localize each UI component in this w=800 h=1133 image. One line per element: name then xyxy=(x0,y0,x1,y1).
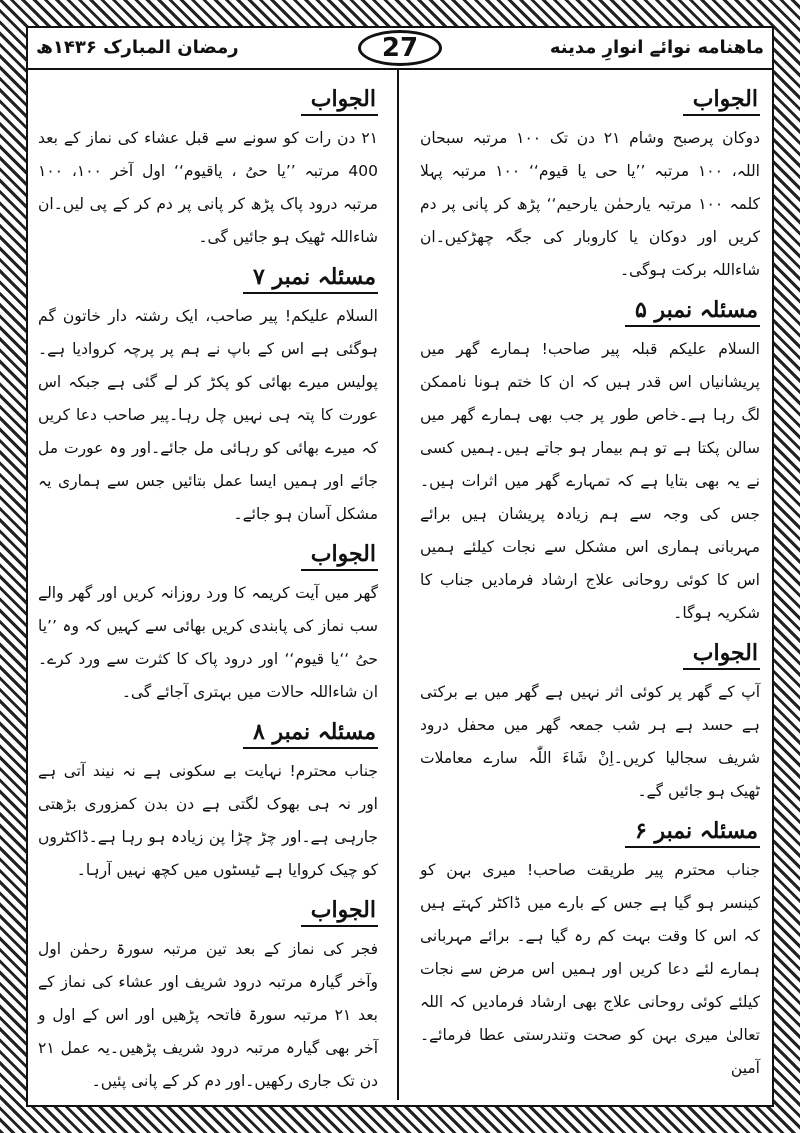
answer-text: فجر کی نماز کے بعد تین مرتبہ سورۃ رحمٰن اول وآخر گیارہ مرتبہ درود شریف اور عشاء کی نماز کے بعد ۲۱ مرتبہ سورۃ فاتحہ پڑھیں اور اس کے اول و آخر بھی گیارہ مرتبہ درود شریف پڑھیں۔یہ عمل ۲۱ دن تک جاری رکھیں۔اور دم کر کے پانی پئیں۔ xyxy=(38,940,378,1090)
page-header xyxy=(28,30,772,68)
answer-text: گھر میں آیت کریمہ کا ورد روزانہ کریں اور گھر والے سب نماز کی پابندی کریں بھائی سے کہیں کہ وہ ’’یا حیُ ‘‘یا قیوم‘‘ اور درود پاک کا کثرت سے ورد کرے۔ان شاءاللہ حالات میں بہتری آجائے گی۔ xyxy=(38,584,378,701)
question-heading: مسئلہ نمبر ۶ xyxy=(625,818,760,848)
answer-heading: الجواب xyxy=(301,86,378,116)
magazine-title: ماهنامه نوائے انوارِ مدینه xyxy=(549,37,764,58)
answer-text: آپ کے گھر پر کوئی اثر نہیں ہے گھر میں بے برکتی ہے حسد ہے ہر شب جمعہ گھر میں محفل درود شریف سجالیا کریں۔اِنْ شَاءَ اللّٰہ سارے معاملات ٹھیک ہو جائیں گے۔ xyxy=(420,683,760,800)
question-text: السلام علیکم! پیر صاحب، ایک رشتہ دار خاتون گم ہوگئی ہے اس کے باپ نے ہم پر پرچہ کروادیا ہے۔پولیس میرے بھائی کو پکڑ کر لے گئی ہے جبکہ اس عورت کا پتہ ہی نہیں چل رہا۔پیر صاحب دعا کریں کہ میرے بھائی کو رہائی مل جائے۔اور وہ عورت مل جائے اور ہمیں ایسا عمل بتائیں جس سے ہماری یہ مشکل آسان ہو جائے۔ xyxy=(38,307,378,523)
question-text: جناب محترم! نہایت بے سکونی ہے نہ نیند آتی ہے اور نہ ہی بھوک لگتی ہے دن بدن کمزوری بڑھتی جارہی ہے۔اور چڑ چڑا پن زیادہ ہو رہا ہے۔ڈاکٹروں کو چیک کروایا ہے ٹیسٹوں میں کچھ نہیں آرہا۔ xyxy=(38,762,378,879)
right-column xyxy=(420,80,760,1100)
question-heading: مسئلہ نمبر ۵ xyxy=(625,297,760,327)
column-divider xyxy=(397,70,399,1100)
answer-heading: الجواب xyxy=(301,541,378,571)
left-column xyxy=(38,80,378,1100)
answer-heading: الجواب xyxy=(301,897,378,927)
question-heading: مسئلہ نمبر ۸ xyxy=(243,719,378,749)
issue-date: رمضان المبارک ۱۴۳۶ھ xyxy=(36,37,239,58)
question-text: جناب محترم پیر طریقت صاحب! میری بہن کو کینسر ہو گیا ہے جس کے بارے میں ڈاکٹر کہتے ہیں کہ اس کا وقت بہت کم رہ گیا ہے۔ برائے مہربانی ہمارے لئے دعا کریں اور ہمیں اس مرض سے نجات کیلئے کوئی روحانی علاج بھی ارشاد فرمادیں کہ اللہ تعالیٰ میری بہن کو صحت وتندرستی عطا فرمائے۔آمین xyxy=(420,861,760,1077)
header-rule xyxy=(28,68,772,70)
answer-text: دوکان پرصبح وشام ۲۱ دن تک ۱۰۰ مرتبہ سبحان اللہ، ۱۰۰ مرتبہ ’’یا حی یا قیوم‘‘ ۱۰۰ مرتبہ پہلا کلمہ ۱۰۰ مرتبہ یارحمٰن یارحیم‘‘ پڑھ کر پانی پر دم کریں اور دوکان یا کاروبار کی جگہ چھڑکیں۔ان شاءاللہ برکت ہوگی۔ xyxy=(420,129,760,279)
question-heading: مسئلہ نمبر ۷ xyxy=(243,264,378,294)
question-text: السلام علیکم قبلہ پیر صاحب! ہمارے گھر میں پریشانیاں اس قدر ہیں کہ ان کا ختم ہونا ناممکن لگ رہا ہے۔خاص طور پر جب بھی ہمارے گھر میں سالن پکتا ہے تو ہم بیمار ہو جاتے ہیں۔ہمیں کسی نے یہ بھی بتایا ہے کہ تمہارے گھر میں اثرات ہیں۔جس کی وجہ سے ہم زیادہ پریشان ہیں برائے مہربانی ہماری اس مشکل سے نجات کیلئے ہمیں اس کا کوئی روحانی علاج ارشاد فرمادیں جناب کا شکریہ ہوگا۔ xyxy=(420,340,760,622)
page-number: 27 xyxy=(358,30,442,66)
answer-heading: الجواب xyxy=(683,86,760,116)
answer-heading: الجواب xyxy=(683,640,760,670)
answer-text: ۲۱ دن رات کو سونے سے قبل عشاء کی نماز کے بعد 400 مرتبہ ’’یا حیُ ، یاقیوم‘‘ اول آخر ۱۰۰، ۱۰۰ مرتبہ درود پاک پڑھ کر پانی پر دم کر کے پی لیں۔ان شاءاللہ ٹھیک ہو جائیں گی۔ xyxy=(38,129,378,246)
